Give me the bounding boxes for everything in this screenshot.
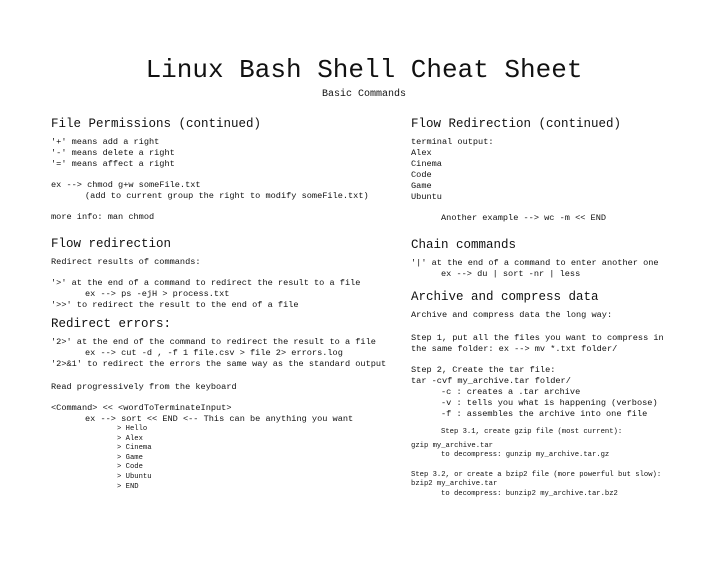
gzip-command: gzip my_archive.tar (411, 441, 493, 450)
chmod-example: ex --> chmod g+w someFile.txt (51, 180, 201, 190)
heredoc-input-line: > Game (117, 453, 143, 462)
redirect-errors-stdout-line: '2>&1' to redirect the errors the same way as the standard output (51, 359, 387, 369)
read-progressively-line: Read progressively from the keyboard (51, 382, 237, 392)
redirect-errors-line: '2>' at the end of the command to redirect the result to a file (51, 337, 376, 347)
terminal-output-label: terminal output: (411, 137, 494, 147)
heredoc-input-line: > Code (117, 463, 143, 472)
terminal-output-line: Game (411, 181, 432, 191)
terminal-output-line: Alex (411, 148, 432, 158)
redirect-results-line: Redirect results of commands: (51, 257, 201, 267)
permission-add-line: '+' means add a right (51, 137, 160, 147)
heredoc-input-line: > END (117, 482, 139, 491)
wc-example-line: Another example --> wc -m << END (441, 213, 607, 223)
chmod-example-note: (add to current group the right to modify someFile.txt) (85, 191, 369, 201)
step31-line: Step 3.1, create gzip file (most current): (441, 428, 623, 436)
section-heading-flow-redirection: Flow redirection (51, 237, 172, 251)
terminal-output-line: Ubuntu (411, 192, 442, 202)
page-subtitle: Basic Commands (321, 89, 406, 100)
heredoc-input-line: > Ubuntu (117, 472, 152, 481)
pipe-example: ex --> du | sort -nr | less (441, 269, 581, 279)
archive-long-way-line: Archive and compress data the long way: (411, 310, 613, 320)
tar-option-c: -c : creates a .tar archive (441, 387, 581, 397)
heredoc-input-line: > Cinema (117, 444, 152, 453)
terminal-output-line: Code (411, 170, 432, 180)
redirect-gt-example: ex --> ps -ejH > process.txt (85, 289, 230, 299)
redirect-append-line: '>>' to redirect the result to the end of a file (51, 300, 299, 310)
heredoc-sort-example: ex --> sort << END <-- This can be anything you want (85, 414, 354, 424)
section-heading-file-permissions: File Permissions (continued) (51, 117, 262, 131)
pipe-line: '|' at the end of a command to enter another one (411, 258, 659, 268)
redirect-gt-line: '>' at the end of a command to redirect the result to a file (51, 278, 361, 288)
tar-option-f: -f : assembles the archive into one file (441, 409, 648, 419)
section-heading-redirect-errors: Redirect errors: (51, 317, 172, 331)
redirect-errors-example: ex --> cut -d , -f 1 file.csv > file 2> errors.log (85, 348, 343, 358)
step1-line: Step 1, put all the files you want to compress in (411, 333, 664, 343)
heredoc-syntax-line: <Command> << <wordToTerminateInput> (51, 403, 232, 413)
heredoc-input-line: > Hello (117, 425, 148, 433)
heredoc-input-line: > Alex (117, 434, 143, 443)
bzip2-decompress-line: to decompress: bunzip2 my_archive.tar.bz2 (441, 489, 618, 498)
terminal-output-line: Cinema (411, 159, 442, 169)
bzip2-command: bzip2 my_archive.tar (411, 480, 498, 489)
gzip-decompress-line: to decompress: gunzip my_archive.tar.gz (441, 451, 610, 460)
section-heading-archive-compress: Archive and compress data (411, 290, 599, 304)
step2-line: Step 2, Create the tar file: (411, 365, 556, 375)
more-info-line: more info: man chmod (51, 212, 155, 222)
section-heading-flow-redirection-continued: Flow Redirection (continued) (411, 117, 622, 131)
section-heading-chain-commands: Chain commands (411, 238, 517, 252)
left-column (51, 115, 396, 492)
tar-option-v: -v : tells you what is happening (verbose) (441, 398, 658, 408)
page-title: Linux Bash Shell Cheat Sheet (145, 55, 583, 85)
tar-command: tar -cvf my_archive.tar folder/ (411, 376, 571, 386)
step32-line: Step 3.2, or create a bzip2 file (more powerful but slow): (411, 470, 662, 479)
permission-delete-line: '-' means delete a right (51, 148, 175, 158)
right-column (411, 115, 711, 500)
permission-affect-line: '=' means affect a right (51, 159, 175, 169)
step1-line-continued: the same folder: ex --> mv *.txt folder/ (411, 344, 618, 354)
